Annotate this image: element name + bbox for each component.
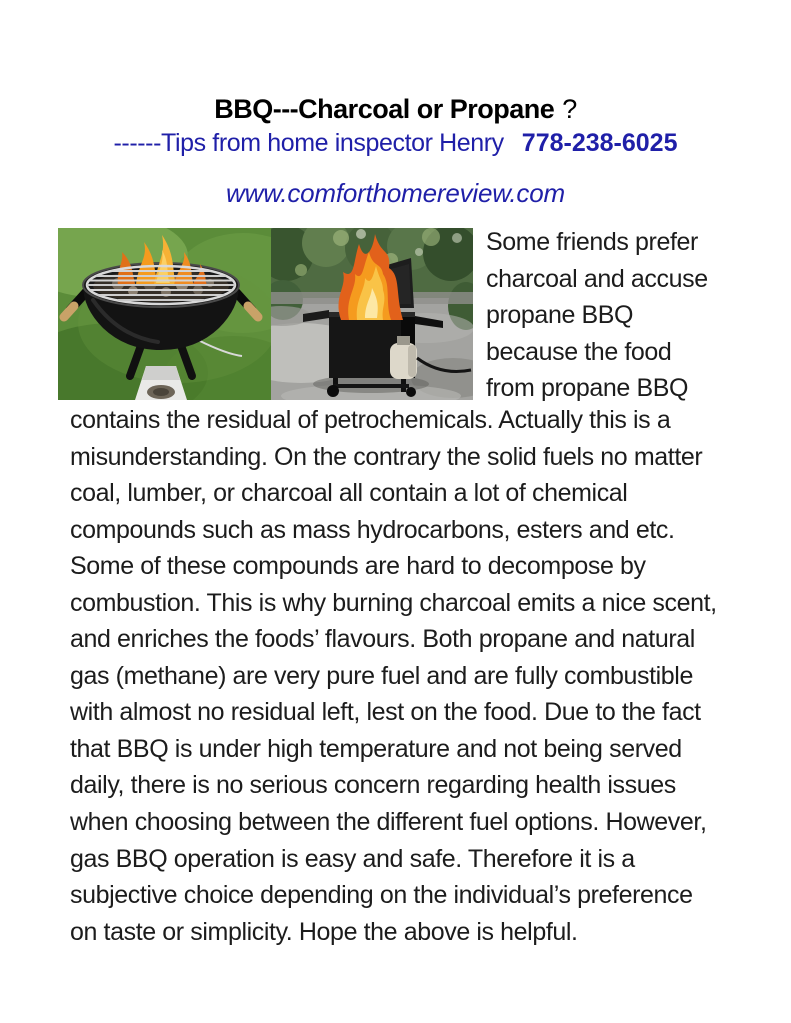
text-line: propane BBQ <box>486 301 634 330</box>
text-line: from propane BBQ <box>486 374 689 403</box>
subtitle-line <box>0 128 791 158</box>
text-line: contains the residual of petrochemicals. Actually this is a <box>70 406 671 434</box>
tips-text: ------Tips from home inspector Henry <box>113 129 504 157</box>
text-line: compounds such as mass hydrocarbons, esters and etc. <box>70 515 675 544</box>
text-line: when choosing between the different fuel options. However, <box>70 808 707 837</box>
text-line: coal, lumber, or charcoal all contain a lot of chemical <box>70 479 628 508</box>
text-line: that BBQ is under high temperature and not being served <box>70 734 682 763</box>
text-line: daily, there is no serious concern regarding health issues <box>70 771 676 800</box>
paragraph-wrap-column <box>486 224 708 407</box>
text-line: subjective choice depending on the individual’s preference <box>70 881 693 910</box>
text-line: misunderstanding. On the contrary the solid fuels no matter <box>70 442 703 471</box>
text-line: combustion. This is why burning charcoal emits a nice scent, <box>70 588 717 617</box>
text-line: gas BBQ operation is easy and safe. Therefore it is a <box>70 844 635 873</box>
text-line: Some of these compounds are hard to decompose by <box>70 552 646 581</box>
text-line: and enriches the foods’ flavours. Both propane and natural <box>70 625 695 654</box>
website-url-text: www.comforthomereview.com <box>226 178 565 208</box>
phone-number: 778-238-6025 <box>521 129 678 157</box>
page-title-question-mark: ? <box>562 94 577 125</box>
text-line: Some friends prefer <box>486 228 698 256</box>
text-line: gas (methane) are very pure fuel and are fully combustible <box>70 661 693 690</box>
charcoal-grill-photo <box>58 228 271 400</box>
text-line: because the food <box>486 337 672 366</box>
propane-bbq-fire-photo <box>271 228 473 400</box>
text-line: charcoal and accuse <box>486 264 708 293</box>
page-title-text: BBQ---Charcoal or Propane <box>214 94 555 125</box>
text-line: on taste or simplicity. Hope the above is helpful. <box>70 917 578 946</box>
paragraph-body <box>70 402 717 950</box>
text-line: with almost no residual left, lest on the food. Due to the fact <box>70 698 701 727</box>
photo-row <box>58 228 473 400</box>
page-title <box>0 94 791 124</box>
website-url <box>0 177 791 209</box>
